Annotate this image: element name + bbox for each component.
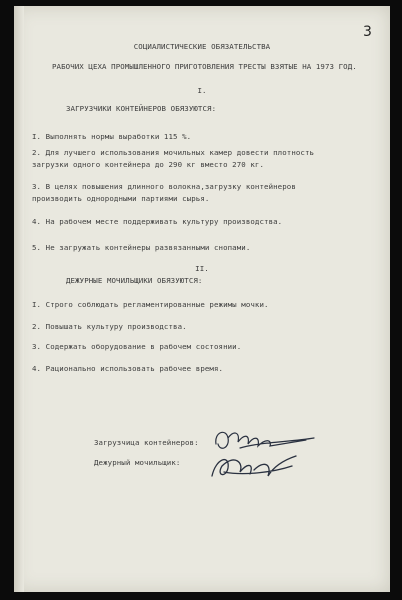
s2-item-1: I. Строго соблюдать регламентированные режимы мочки.	[32, 300, 269, 309]
s2-item-3: 3. Содержать оборудование в рабочем состоянии.	[32, 342, 242, 351]
s2-item-2: 2. Повышать культуру производства.	[32, 322, 187, 331]
section-2-heading: ДЕЖУРНЫЕ МОЧИЛЬЩИКИ ОБЯЗУЮТСЯ:	[66, 276, 203, 285]
soaker-signature-label: Дежурный мочильщик:	[94, 458, 181, 467]
s1-item-2-line-1: 2. Для лучшего использования мочильных камер довести плотность	[32, 148, 315, 157]
s1-item-3-line-2: производить однородными партиями сырья.	[32, 194, 210, 203]
s2-item-4: 4. Рационально использовать рабочее время.	[32, 364, 224, 373]
document-title: СОЦИАЛИСТИЧЕСКИЕ ОБЯЗАТЕЛЬСТВА	[133, 42, 271, 51]
s1-item-2-line-2: загрузки одного контейнера до 290 кг вместо 270 кг.	[32, 160, 265, 169]
loader-signature-label: Загрузчица контейнеров:	[94, 438, 199, 447]
document-page	[14, 6, 390, 592]
document-subtitle: РАБОЧИХ ЦЕХА ПРОМЫШЛЕННОГО ПРИГОТОВЛЕНИЯ ТРЕСТЫ ВЗЯТЫЕ НА 1973 ГОД.	[52, 62, 357, 71]
page-number: 3	[362, 24, 372, 40]
soaker-signature	[204, 446, 304, 486]
section-2-numeral: II.	[195, 264, 209, 273]
section-1-numeral: I.	[197, 86, 207, 95]
section-1-heading: ЗАГРУЗЧИКИ КОНТЕЙНЕРОВ ОБЯЗУЮТСЯ:	[66, 104, 217, 113]
s1-item-4: 4. На рабочем месте поддерживать культуру производства.	[32, 217, 283, 226]
s1-item-5: 5. Не загружать контейнеры развязанными снопами.	[32, 243, 251, 252]
s1-item-1: I. Выполнять нормы выработки 115 %.	[32, 132, 192, 141]
s1-item-3-line-1: 3. В целях повышения длинного волокна,загрузку контейнеров	[32, 182, 296, 191]
